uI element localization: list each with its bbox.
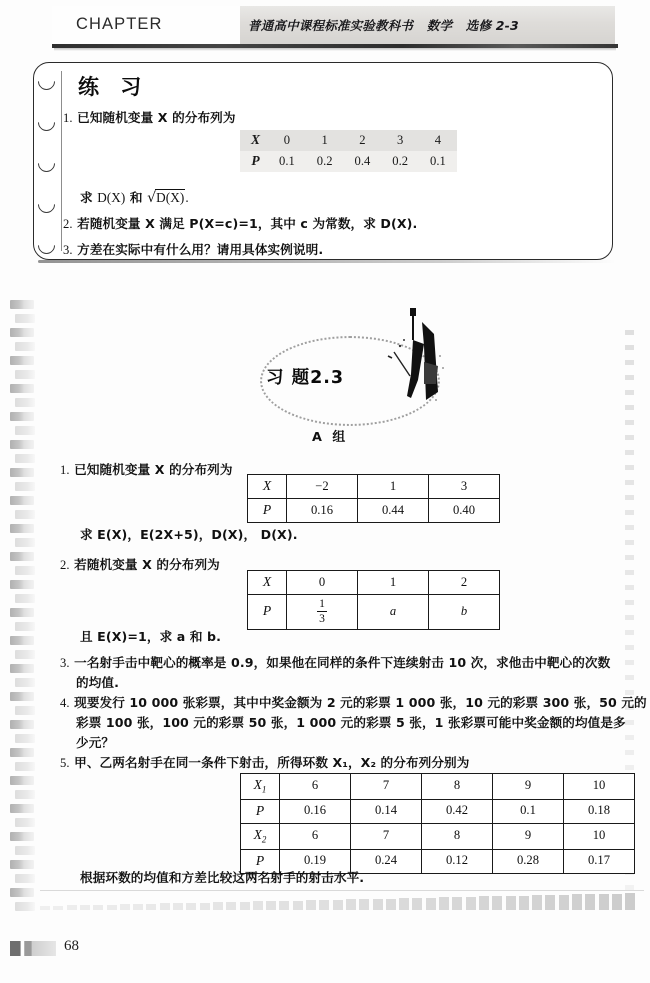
problem-3-line1: [60, 653, 610, 673]
problem-3-number: 3.: [60, 656, 70, 670]
table-row-header: P: [248, 499, 287, 523]
comb-tooth: [612, 894, 622, 910]
spiral-coil: [10, 692, 34, 701]
practice-q1-number: 1.: [63, 111, 73, 125]
comb-tooth: [585, 894, 595, 910]
spiral-coil: [15, 566, 35, 575]
comb-tooth: [333, 900, 343, 910]
binding-hole-icon: [34, 110, 58, 134]
spiral-coil: [10, 440, 34, 449]
comb-tooth: [186, 903, 196, 910]
table-row-header: $X_2$: [241, 824, 280, 850]
fraction-denominator: 3: [319, 611, 325, 625]
table-cell: 0.12: [422, 849, 493, 873]
practice-q3-text: 方差在实际中有什么用？请用具体实例说明.: [77, 242, 324, 257]
table-cell: 0.2: [392, 153, 409, 168]
spiral-coil: [15, 482, 35, 491]
table-row: [241, 774, 635, 800]
comb-tooth: [107, 905, 117, 910]
table-cell: [358, 595, 429, 630]
spiral-coil: [10, 356, 34, 365]
comb-tooth: [426, 898, 436, 910]
comb-tooth: [466, 897, 476, 910]
problem-2-stem: [60, 555, 220, 575]
page-number: 68: [64, 938, 79, 954]
spiral-coil: [15, 874, 35, 883]
comb-tooth: [80, 905, 90, 910]
problem-3-line1-text: 一名射手击中靶心的概率是 0.9，如果他在同样的条件下连续射击 10 次，求他击中靶心的次数: [74, 655, 611, 670]
spiral-coil: [15, 510, 35, 519]
table-row-header: X: [248, 571, 287, 595]
problem-4-line3: 少元？: [76, 735, 115, 750]
problem-2-tail: [80, 627, 221, 647]
binding-hole-icon: [34, 192, 58, 216]
spiral-coil: [10, 412, 34, 421]
spiral-coil: [15, 370, 35, 379]
table-cell: 0.2: [316, 153, 333, 168]
spiral-coil: [15, 314, 35, 323]
spiral-coil: [10, 636, 34, 645]
chapter-label: CHAPTER: [76, 15, 163, 33]
edge-dot: [625, 495, 634, 500]
practice-question-2: [63, 214, 417, 234]
edge-dot: [625, 750, 634, 755]
spiral-coil: [10, 804, 34, 813]
comb-tooth: [146, 904, 156, 910]
header-rule-shadow: [54, 48, 616, 51]
section-heading-block: [244, 322, 458, 445]
edge-dot: [625, 465, 634, 470]
comb-tooth: [67, 905, 77, 910]
table-cell: 6: [280, 774, 351, 800]
practice-q1-tail: [80, 188, 189, 208]
spiral-coil: [15, 846, 35, 855]
problem-2-number: 2.: [60, 558, 70, 572]
problem-4-line2: 彩票 100 张，100 元的彩票 50 张，1 000 元的彩票 5 张，1 张彩票可能中奖金额的均值是多: [76, 715, 626, 730]
table-row: [248, 595, 500, 630]
section-group-label: A 组: [312, 430, 349, 445]
practice-title: 练 习: [78, 75, 149, 99]
practice-box-divider: [61, 71, 62, 251]
table-cell: 8: [422, 824, 493, 850]
table-cell: 9: [493, 774, 564, 800]
table-cell: 0.17: [564, 849, 635, 873]
table-cell: 0.19: [280, 849, 351, 873]
spiral-coil: [15, 762, 35, 771]
practice-question-1: [63, 108, 236, 128]
spiral-coil: [15, 426, 35, 435]
comb-tooth: [306, 900, 316, 910]
comb-tooth: [40, 906, 50, 910]
practice-box-holes: [38, 73, 60, 251]
page-header: [52, 6, 615, 44]
table-row: [240, 130, 457, 151]
practice-q1-math-dx: D(X): [97, 190, 126, 205]
table-cell: 1: [306, 130, 344, 151]
spiral-coil: [15, 398, 35, 407]
comb-tooth: [133, 904, 143, 910]
spiral-coil: [15, 650, 35, 659]
table-cell: 6: [280, 824, 351, 850]
binding-hole-icon: [34, 151, 58, 175]
edge-dot: [625, 330, 634, 335]
problem-5-stem-text: 甲、乙两名射手在同一条件下射击，所得环数 X₁，X₂ 的分布列分别为: [74, 755, 470, 770]
comb-tooth: [213, 902, 223, 910]
comb-tooth: [506, 896, 516, 910]
practice-q3-number: 3.: [63, 243, 73, 257]
comb-tooth: [519, 896, 529, 910]
problem-5-distribution-table-1: [240, 773, 635, 824]
table-cell: 7: [351, 824, 422, 850]
problem-4-number: 4.: [60, 696, 70, 710]
table-row-header: P: [251, 153, 260, 168]
comb-tooth: [53, 906, 63, 910]
edge-dot: [625, 720, 634, 725]
table-cell: 1: [358, 475, 429, 499]
table-cell: 0.16: [287, 499, 358, 523]
table-cell: 7: [351, 774, 422, 800]
problem-2-stem-text: 若随机变量 X 的分布列为: [74, 557, 220, 572]
practice-q1-conj: 和: [125, 190, 148, 205]
table-cell: 0.24: [351, 849, 422, 873]
spiral-coil: [10, 888, 34, 897]
spiral-binding-bottom: [40, 888, 640, 910]
edge-dot: [625, 570, 634, 575]
table-cell: 3: [429, 475, 500, 499]
table-cell: 0.1: [279, 153, 295, 168]
edge-dot: [625, 405, 634, 410]
edge-dot: [625, 765, 634, 770]
spiral-coil: [10, 608, 34, 617]
edge-dot: [625, 420, 634, 425]
table-row: [241, 824, 635, 850]
edge-dot: [625, 510, 634, 515]
spiral-coil: [10, 524, 34, 533]
edge-dot: [625, 600, 634, 605]
table-cell: 0.18: [564, 799, 635, 823]
problem-2-distribution-table: [247, 570, 500, 630]
comb-tooth: [319, 900, 329, 910]
table-row-header: P: [241, 799, 280, 823]
comb-tooth: [293, 901, 303, 910]
comb-tooth: [452, 897, 462, 910]
problem-1-tail-text: 求 E(X)，E(2X+5)，D(X)， D(X).: [80, 527, 298, 542]
table-row: [248, 499, 500, 523]
table-cell: 0.14: [351, 799, 422, 823]
table-row-header: P: [248, 595, 287, 630]
edge-dot: [625, 630, 634, 635]
practice-box-shadow: [38, 260, 616, 263]
spiral-coil: [10, 860, 34, 869]
spiral-coil: [10, 552, 34, 561]
comb-tooth: [240, 902, 250, 910]
problem-1-stem-text: 已知随机变量 X 的分布列为: [74, 462, 233, 477]
practice-q1-math-sqrt-dx: D(X): [156, 190, 185, 205]
table-cell: 0: [268, 130, 306, 151]
table-cell: 0.42: [422, 799, 493, 823]
pen-illustration-icon: [380, 300, 452, 412]
edge-dot: [625, 735, 634, 740]
edge-dot: [625, 555, 634, 560]
spiral-coil: [10, 748, 34, 757]
comb-tooth: [266, 901, 276, 910]
edge-dot: [625, 585, 634, 590]
radical-sign-icon: √: [147, 190, 157, 206]
problem-4-line1-text: 现要发行 10 000 张彩票，其中中奖金额为 2 元的彩票 1 000 张，10 元的彩票 300 张，50 元的: [74, 695, 647, 710]
table-row-header: X: [240, 130, 268, 151]
comb-tooth: [492, 896, 502, 910]
comb-tooth: [226, 902, 236, 910]
fraction-numerator: 1: [319, 597, 325, 610]
problem-1-number: 1.: [60, 463, 70, 477]
table-row-header: X: [248, 475, 287, 499]
edge-dot: [625, 660, 634, 665]
problem-1-stem: [60, 460, 233, 480]
comb-tooth: [93, 905, 103, 910]
problem-1-tail: [80, 525, 298, 545]
comb-tooth: [572, 894, 582, 910]
spiral-coil: [10, 664, 34, 673]
practice-q2-number: 2.: [63, 217, 73, 231]
spiral-binding-left: [10, 300, 36, 910]
problem-5-stem: [60, 753, 469, 773]
fraction: [317, 598, 327, 625]
spiral-coil: [15, 790, 35, 799]
comb-tooth: [173, 903, 183, 910]
table-header-subscript: 2: [261, 834, 267, 845]
table-cell: 8: [422, 774, 493, 800]
table-cell: 1: [358, 571, 429, 595]
spiral-coil: [15, 538, 35, 547]
table-cell: 0: [287, 571, 358, 595]
comb-tooth: [386, 899, 396, 911]
table-cell-variable: a: [389, 603, 397, 618]
spiral-coil: [10, 580, 34, 589]
spiral-coil: [15, 818, 35, 827]
table-cell: 0.16: [280, 799, 351, 823]
practice-q1-tail-prefix: 求: [80, 190, 98, 205]
table-cell: 3: [381, 130, 419, 151]
spiral-coil: [10, 328, 34, 337]
comb-tooth: [599, 894, 609, 910]
spiral-coil: [10, 776, 34, 785]
table-cell: 0.1: [493, 799, 564, 823]
spiral-coil: [15, 342, 35, 351]
spiral-coil: [10, 832, 34, 841]
table-cell-variable: b: [460, 603, 468, 618]
problem-2-tail-text: 且 E(X)=1，求 a 和 b.: [80, 629, 222, 644]
table-cell: 9: [493, 824, 564, 850]
edge-dot: [625, 525, 634, 530]
table-cell: 10: [564, 824, 635, 850]
spiral-coil: [10, 468, 34, 477]
table-cell: [429, 595, 500, 630]
table-cell: [287, 595, 358, 630]
practice-question-3: [63, 240, 323, 260]
table-cell: 0.40: [429, 499, 500, 523]
table-cell: 0.28: [493, 849, 564, 873]
table-cell: 2: [344, 130, 382, 151]
comb-tooth: [479, 896, 489, 910]
edge-dot: [625, 345, 634, 350]
edge-dot: [625, 540, 634, 545]
comb-tooth: [439, 897, 449, 910]
problem-4-line1: [60, 693, 647, 713]
table-cell: 0.1: [430, 153, 446, 168]
spiral-coil: [10, 300, 34, 309]
spiral-coil: [15, 734, 35, 743]
table-cell: 0.44: [358, 499, 429, 523]
section-title: 习 题2.3: [266, 368, 345, 388]
problem-1-distribution-table: [247, 474, 500, 523]
spiral-coil: [10, 720, 34, 729]
practice-distribution-table: [240, 130, 457, 172]
comb-tooth: [399, 898, 409, 910]
practice-q1-period: .: [185, 190, 189, 205]
table-cell: 4: [419, 130, 457, 151]
comb-tooth: [532, 895, 542, 910]
practice-q2-text: 若随机变量 X 满足 P(X=c)=1，其中 c 为常数，求 D(X).: [77, 216, 418, 231]
spiral-coil: [15, 594, 35, 603]
binding-hole-icon: [34, 233, 58, 257]
spiral-coil: [15, 622, 35, 631]
comb-tooth: [359, 899, 369, 910]
edge-dot: [625, 435, 634, 440]
problem-5-distribution-table-2: [240, 823, 635, 874]
edge-dot: [625, 360, 634, 365]
comb-tooth: [373, 899, 383, 910]
spiral-coil: [10, 384, 34, 393]
table-row-header: $X_1$: [241, 774, 280, 800]
table-cell: 10: [564, 774, 635, 800]
comb-tooth: [412, 898, 422, 910]
binding-hole-icon: [34, 69, 58, 93]
table-cell: −2: [287, 475, 358, 499]
comb-tooth: [279, 901, 289, 910]
spiral-coil: [15, 454, 35, 463]
comb-tooth: [200, 903, 210, 910]
header-title: 普通高中课程标准实验教科书 数学 选修 2-3: [248, 18, 519, 33]
comb-tooth: [545, 895, 555, 910]
problem-5-tail: 根据环数的均值和方差比较这两名射手的射击水平.: [80, 870, 365, 885]
table-row: [248, 571, 500, 595]
spiral-coil: [15, 678, 35, 687]
spiral-coil: [15, 902, 35, 911]
edge-dot: [625, 615, 634, 620]
comb-tooth: [625, 893, 635, 910]
comb-tooth: [253, 901, 263, 910]
table-header-subscript: 1: [261, 784, 267, 795]
edge-dot: [625, 480, 634, 485]
table-row: [241, 799, 635, 823]
table-row: [240, 151, 457, 172]
table-cell: 2: [429, 571, 500, 595]
spiral-coil: [15, 706, 35, 715]
problem-5-number: 5.: [60, 756, 70, 770]
comb-tooth: [346, 899, 356, 910]
table-row: [248, 475, 500, 499]
comb-tooth: [160, 903, 170, 910]
comb-tooth: [120, 904, 130, 910]
edge-dot: [625, 645, 634, 650]
edge-dot: [625, 450, 634, 455]
edge-dot: [625, 675, 634, 680]
spiral-coil: [10, 496, 34, 505]
page-number-decoration: [10, 941, 56, 956]
edge-dot: [625, 390, 634, 395]
comb-tooth: [559, 895, 569, 910]
edge-dot: [625, 375, 634, 380]
practice-q1-text: 已知随机变量 X 的分布列为: [77, 110, 236, 125]
table-cell: 0.4: [354, 153, 371, 168]
table-row-header: P: [241, 849, 280, 873]
problem-3-line2: 的均值.: [76, 675, 119, 690]
